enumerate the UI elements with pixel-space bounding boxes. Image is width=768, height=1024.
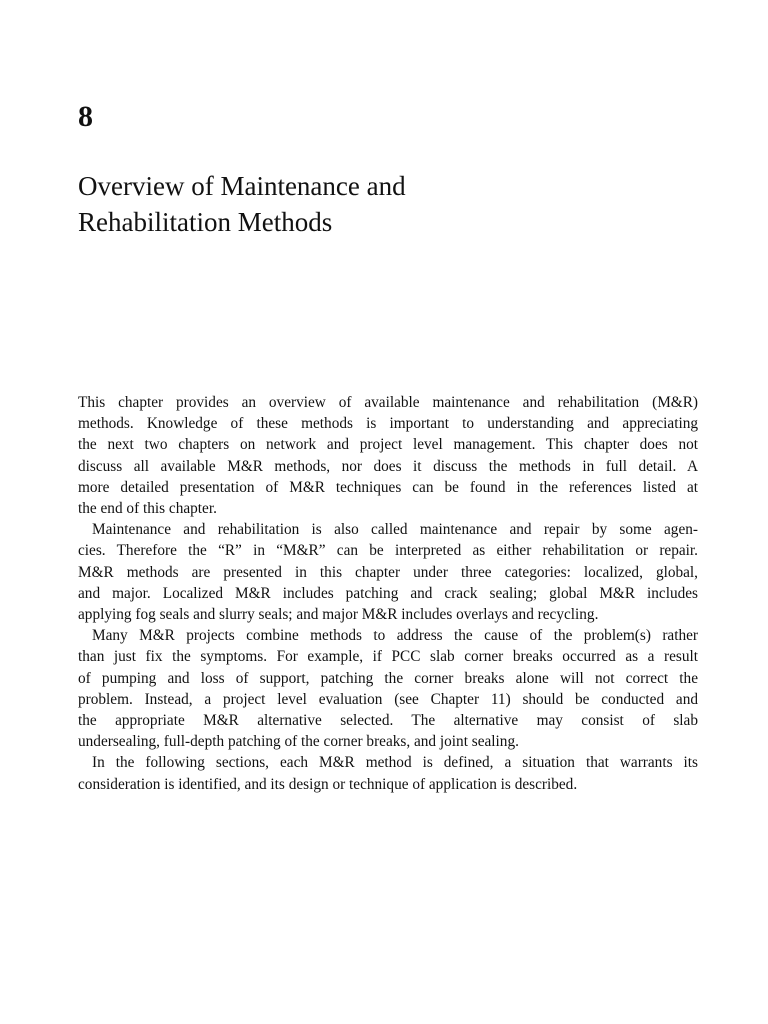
paragraph <box>78 625 698 752</box>
paragraph-line: and major. Localized M&R includes patching and crack sealing; global M&R includes <box>78 584 698 602</box>
paragraph <box>78 752 698 794</box>
paragraph-line: more detailed presentation of M&R techniques can be found in the references listed at <box>78 478 698 496</box>
paragraph-line: the end of this chapter. <box>78 500 217 518</box>
paragraph-line: cies. Therefore the “R” in “M&R” can be interpreted as either rehabilitation or repair. <box>78 542 698 560</box>
paragraph-line: consideration is identified, and its design or technique of application is described. <box>78 775 578 793</box>
paragraph-line: Maintenance and rehabilitation is also called maintenance and repair by some agen- <box>92 521 698 539</box>
paragraph-line: the next two chapters on network and project level management. This chapter does not <box>78 436 698 454</box>
paragraph-line: In the following sections, each M&R method is defined, a situation that warrants its <box>92 754 698 772</box>
chapter-title-line: Rehabilitation Methods <box>78 207 333 237</box>
paragraph-line: Many M&R projects combine methods to address the cause of the problem(s) rather <box>92 627 698 645</box>
paragraph-line: applying fog seals and slurry seals; and major M&R includes overlays and recycling. <box>78 606 599 624</box>
paragraph-line: than just fix the symptoms. For example, if PCC slab corner breaks occurred as a result <box>78 648 698 666</box>
chapter-title <box>78 168 638 240</box>
body-text <box>78 392 698 795</box>
paragraph-line: undersealing, full-depth patching of the corner breaks, and joint sealing. <box>78 733 519 751</box>
paragraph-line: the appropriate M&R alternative selected. The alternative may consist of slab <box>78 712 698 730</box>
chapter-number: 8 <box>78 100 93 133</box>
paragraph-line: of pumping and loss of support, patching the corner breaks alone will not correct the <box>78 669 698 687</box>
paragraph <box>78 392 698 519</box>
paragraph <box>78 519 698 625</box>
paragraph-line: discuss all available M&R methods, nor does it discuss the methods in full detail. A <box>78 457 698 475</box>
chapter-title-line: Overview of Maintenance and <box>78 171 406 201</box>
paragraph-line: problem. Instead, a project level evaluation (see Chapter 11) should be conducted and <box>78 690 698 708</box>
paragraph-line: M&R methods are presented in this chapter under three categories: localized, global, <box>78 563 698 581</box>
paragraph-line: methods. Knowledge of these methods is important to understanding and appreciating <box>78 415 698 433</box>
paragraph-line: This chapter provides an overview of available maintenance and rehabilitation (M&R) <box>78 394 698 411</box>
